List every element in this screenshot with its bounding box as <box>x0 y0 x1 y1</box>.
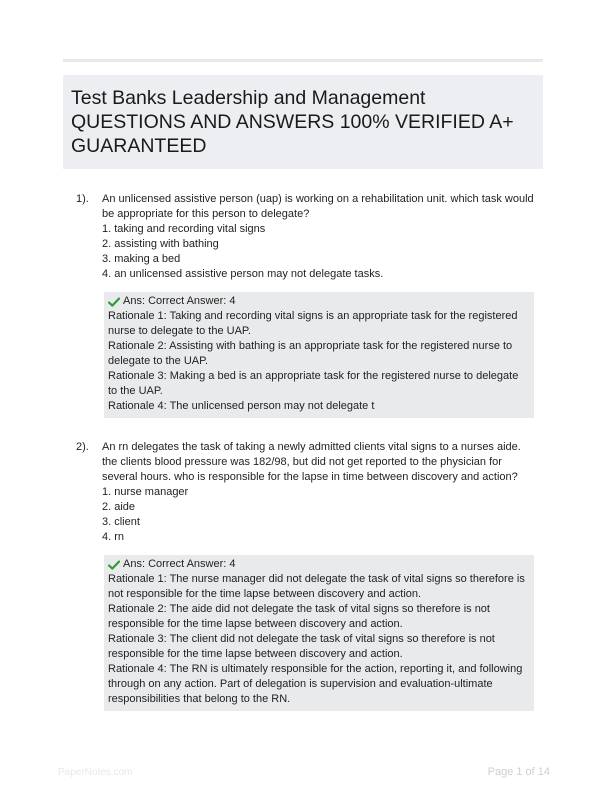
rationale: Rationale 1: The nurse manager did not delegate the task of vital signs so therefore is not responsible for the time lapse between discovery and action. <box>108 573 525 600</box>
answer-box-1 <box>104 292 534 418</box>
option: 1. nurse manager <box>102 486 189 498</box>
title-banner <box>63 75 543 169</box>
question-body <box>102 440 534 545</box>
option: 4. rn <box>102 531 125 543</box>
question-number: 2). <box>76 441 89 453</box>
answer-line <box>108 294 530 309</box>
page-indicator: Page 1 of 14 <box>487 766 550 778</box>
rationale: Rationale 1: Taking and recording vital signs is an appropriate task for the registered nurse to delegate to the UAP. <box>108 310 518 337</box>
rationale: Rationale 3: Making a bed is an appropriate task for the registered nurse to delegate to the UAP. <box>108 370 519 397</box>
option: 1. taking and recording vital signs <box>102 223 266 235</box>
rationale: Rationale 2: The aide did not delegate the task of vital signs so therefore is not responsible for the time lapse between discovery and action. <box>108 603 490 630</box>
rationale: Rationale 2: Assisting with bathing is an appropriate task for the registered nurse to delegate to the UAP. <box>108 340 513 367</box>
top-divider <box>63 59 543 62</box>
question-number: 1). <box>76 193 89 205</box>
option: 2. assisting with bathing <box>102 238 219 250</box>
answer-line <box>108 557 530 572</box>
question-body <box>102 192 534 282</box>
rationale: Rationale 4: The RN is ultimately responsible for the action, reporting it, and following through on any action. Part of delegation is supervision and evaluation-ultimate responsibilities that belong to the RN. <box>108 663 523 705</box>
option: 4. an unlicensed assistive person may not delegate tasks. <box>102 268 384 280</box>
rationale: Rationale 4: The unlicensed person may not delegate t <box>108 400 375 412</box>
question-text: An unlicensed assistive person (uap) is working on a rehabilitation unit. which task would be appropriate for this person to delegate? <box>102 193 534 220</box>
option: 3. making a bed <box>102 253 181 265</box>
option: 2. aide <box>102 501 136 513</box>
correct-answer: Ans: Correct Answer: 4 <box>123 558 236 570</box>
watermark-text: PaperNotes.com <box>58 767 133 778</box>
rationale: Rationale 3: The client did not delegate the task of vital signs so therefore is not responsible for the time lapse between discovery and action. <box>108 633 495 660</box>
answer-box-2 <box>104 555 534 711</box>
correct-answer: Ans: Correct Answer: 4 <box>123 295 236 307</box>
option: 3. client <box>102 516 140 528</box>
question-text: An rn delegates the task of taking a newly admitted clients vital signs to a nurses aide. the clients blood pressure was 182/98, but did not get reported to the physician for several hours. who is responsible for the lapse in time between discovery and action? <box>102 441 521 483</box>
page-title: Test Banks Leadership and Management QUESTIONS AND ANSWERS 100% VERIFIED A+ GUARANTEED <box>71 87 514 157</box>
check-icon <box>108 297 120 307</box>
check-icon <box>108 560 120 570</box>
